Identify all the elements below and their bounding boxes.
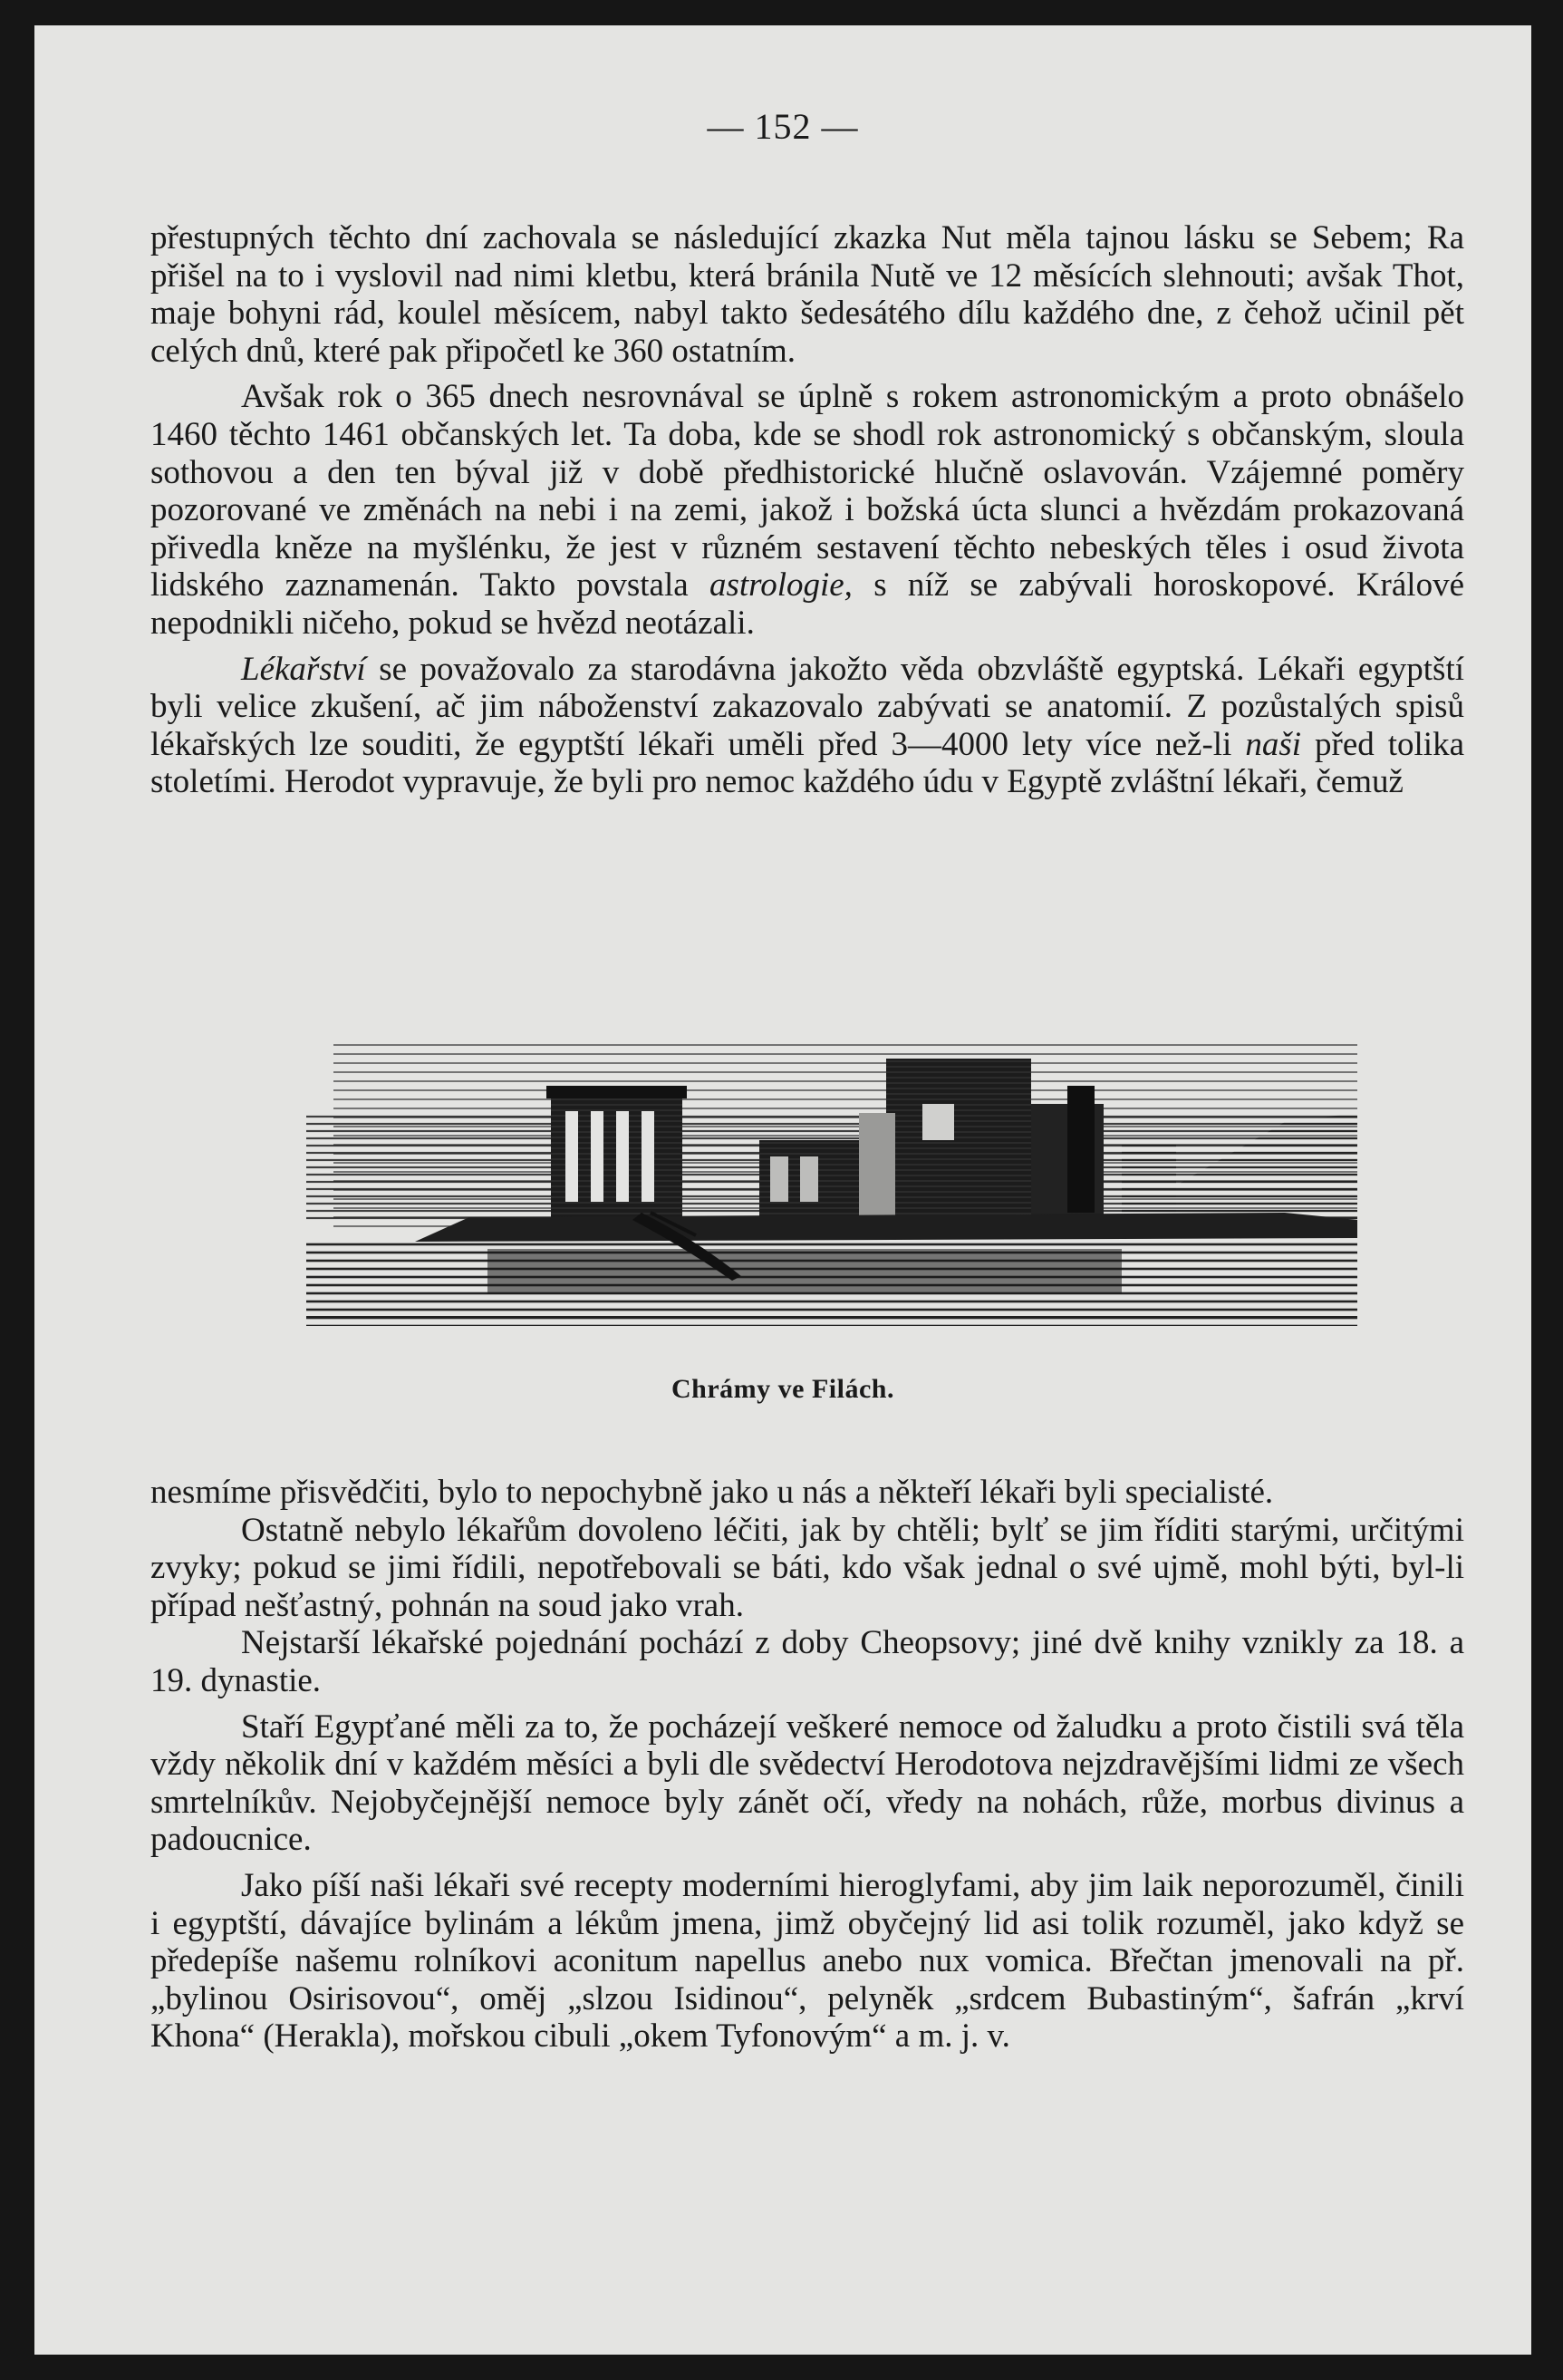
paragraph-5: Ostatně nebylo lékařům dovoleno léčiti, jak by chtěli; bylť se jim říditi starými, určitými zvyky; pokud se jimi řídili, nepotřebovali se báti, kdo však jednal o své ujmě, mohl býti, byl-li případ nešťastný, pohnán na soud jako vrah. [150,1511,1464,1624]
emphasis-nasi: naši [1245,725,1302,763]
paragraph-7: Staří Egypťané měli za to, že pocházejí veškeré nemoce od žaludku a proto čistili svá těla vždy několik dní v každém měsíci a byli dle svědectví Herodotova nejzdravějšími lidmi ze všech smrtelníkův. Nejobyčejnější nemoce byly zánět očí, vředy na nohách, růže, morbus divinus a padoucnice. [150,1708,1464,1859]
left-temple [546,1086,687,1217]
emphasis-lekarstvi: Lékařství [241,650,366,688]
book-page [34,25,1531,2355]
paragraph-8: Jako píší naši lékaři své recepty moderními hieroglyfami, aby jim laik neporozuměl, činili i egyptští, dávajíce bylinám a lékům jmena, jimž obyčejný lid asi tolik rozuměl, jako když se předepíše našemu rolníkovi aconitum napellus anebo nux vomica. Břečtan jmenovali na př. „bylinou Osirisovou“, oměj „slzou Isidinou“, pelyněk „srdcem Bubastiným“, šafrán „krví Khona“ (Herakla), mořskou cibuli „okem Tyfonovým“ a m. j. v. [150,1866,1464,2056]
paragraph-4: nesmíme přisvědčiti, bylo to nepochybně jako u nás a někteří lékaři byli specialisté. [150,1474,1274,1511]
paragraph-3: Lékařství se považovalo za starodávna jakožto věda obzvláště egyptská. Lékaři egyptští byli velice zkušení, ač jim náboženství zakazovalo zabývati se anatomií. Z pozůstalých spisů lékařských lze souditi, že egyptští lékaři uměli před 3—4000 lety více než-li naši před tolika stoletími. Herodot vypravuje, že byli pro nemoc každého údu v Egyptě zvláštní lékaři, čemuž [150,650,1464,801]
paragraph-2: Avšak rok o 365 dnech nesrovnával se úplně s rokem astronomickým a proto obnášelo 1460 těchto 1461 občanských let. Ta doba, kde se shodl rok astronomický s občanským, sloula sothovou a den ten býval již v době předhistorické hlučně oslavován. Vzájemné poměry pozorované ve změnách na nebi i na zemi, jakož i božská úcta slunci a hvězdám prokazovaná přivedla kněze na myšlénku, že jest v různém sestavení těchto nebeských těles i osud života lidského zaznamenán. Takto povstala astrologie, s níž se zabývali horoskopové. Králové nepodnikli ničeho, pokud se hvězd neotázali. [150,378,1464,642]
engraving-temples-philae [306,1004,1357,1340]
island-shore [415,1213,1357,1242]
emphasis-astrologie: astrologie, [709,566,853,605]
paragraph-1: přestupných těchto dní zachovala se následující zkazka Nut měla tajnou lásku se Sebem; Ra přišel na to i vyslovil nad nimi kletbu, která bránila Nutě ve 12 měsících slehnouti; avšak Thot, maje bohyni rád, koulel měsícem, nabyl takto šedesátého dílu každého dne, z čehož učinil pět celých dnů, které pak připočetl ke 360 ostatním. [150,219,1464,370]
page-number: — 152 — [707,106,859,147]
text-block-top [150,219,1464,801]
figure-caption: Chrámy ve Filách. [671,1374,894,1404]
engraving-illustration [306,1004,1357,1340]
paragraph-6: Nejstarší lékařské pojednání pochází z doby Cheopsovy; jiné dvě knihy vznikly za 18. a 19. dynastie. [150,1624,1464,1699]
text-block-bottom [150,1474,1464,2056]
